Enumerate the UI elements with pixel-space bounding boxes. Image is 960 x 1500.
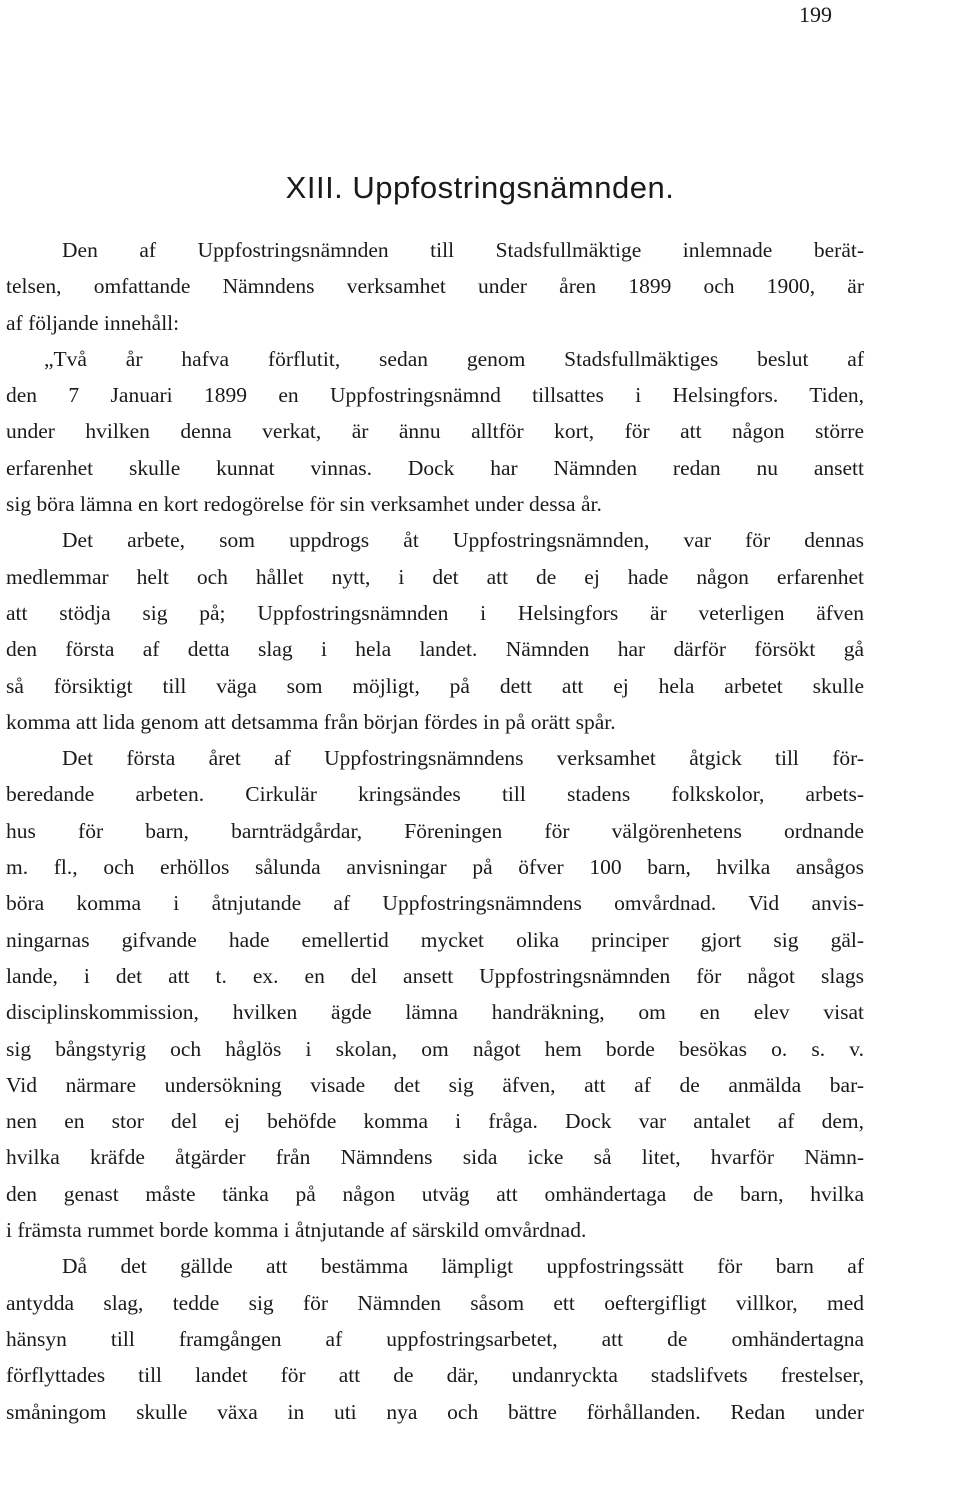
text-line: i främsta rummet borde komma i åtnjutande af särskild omvårdnad. <box>6 1218 587 1243</box>
text-line: Det arbete, som uppdrogs åt Uppfostringsnämnden, var för dennas <box>62 528 864 553</box>
text-line: så försiktigt till väga som möjligt, på dett att ej hela arbetet skulle <box>6 673 864 698</box>
text-line: disciplinskommission, hvilken ägde lämna handräkning, om en elev visat <box>6 1000 864 1025</box>
text-line: antydda slag, tedde sig för Nämnden såsom ett oeftergifligt villkor, med <box>6 1290 864 1315</box>
text-line: af följande innehåll: <box>6 310 180 335</box>
text-line: den 7 Januari 1899 en Uppfostringsnämnd tillsattes i Helsingfors. Tiden, <box>6 383 864 408</box>
text-line: böra komma i åtnjutande af Uppfostringsnämndens omvårdnad. Vid anvis- <box>6 891 864 916</box>
text-line: hvilka kräfde åtgärder från Nämndens sida icke så litet, hvarför Nämn- <box>6 1145 864 1170</box>
text-line: sig böra lämna en kort redogörelse för sin verksamhet under dessa år. <box>6 492 602 517</box>
text-line: „Två år hafva förflutit, sedan genom Stadsfullmäktiges beslut af <box>44 346 864 371</box>
text-line: telsen, omfattande Nämndens verksamhet under åren 1899 och 1900, är <box>6 274 864 299</box>
text-line: småningom skulle växa in uti nya och bättre förhållanden. Redan under <box>6 1399 864 1424</box>
text-line: m. fl., och erhöllos sålunda anvisningar på öfver 100 barn, hvilka ansågos <box>6 855 864 880</box>
text-line: hänsyn till framgången af uppfostringsarbetet, att de omhändertagna <box>6 1326 864 1351</box>
text-line: att stödja sig på; Uppfostringsnämnden i Helsingfors är veterligen äfven <box>6 600 864 625</box>
text-line: sig bångstyrig och håglös i skolan, om något hem borde besökas o. s. v. <box>6 1036 864 1061</box>
text-line: den första af detta slag i hela landet. Nämnden har därför försökt gå <box>6 637 864 662</box>
text-line: nen en stor del ej behöfde komma i fråga. Dock var antalet af dem, <box>6 1109 864 1134</box>
page-number: 199 <box>799 2 832 27</box>
text-line: under hvilken denna verkat, är ännu alltför kort, för att någon större <box>6 419 864 444</box>
chapter-heading: XIII. Uppfostringsnämnden. <box>285 170 675 205</box>
body-text <box>6 232 864 1430</box>
text-line: ningarnas gifvande hade emellertid mycket olika principer gjort sig gäl- <box>6 927 864 952</box>
text-line: medlemmar helt och hållet nytt, i det att de ej hade någon erfarenhet <box>6 564 864 589</box>
text-line: hus för barn, barnträdgårdar, Föreningen för välgörenhetens ordnande <box>6 818 864 843</box>
text-line: Den af Uppfostringsnämnden till Stadsfullmäktige inlemnade berät- <box>62 238 864 262</box>
text-line: Det första året af Uppfostringsnämndens verksamhet åtgick till för- <box>62 746 864 771</box>
text-line: komma att lida genom att detsamma från början fördes in på orätt spår. <box>6 709 616 734</box>
text-line: Då det gällde att bestämma lämpligt uppfostringssätt för barn af <box>62 1254 864 1279</box>
text-line: den genast måste tänka på någon utväg att omhändertaga de barn, hvilka <box>6 1181 864 1206</box>
text-line: erfarenhet skulle kunnat vinnas. Dock har Nämnden redan nu ansett <box>6 455 864 480</box>
text-line: beredande arbeten. Cirkulär kringsändes till stadens folkskolor, arbets- <box>6 782 864 807</box>
text-line: lande, i det att t. ex. en del ansett Uppfostringsnämnden för något slags <box>6 963 864 988</box>
text-line: förflyttades till landet för att de där, undanryckta stadslifvets frestelser, <box>6 1363 864 1388</box>
text-line: Vid närmare undersökning visade det sig äfven, att af de anmälda bar- <box>6 1072 864 1097</box>
